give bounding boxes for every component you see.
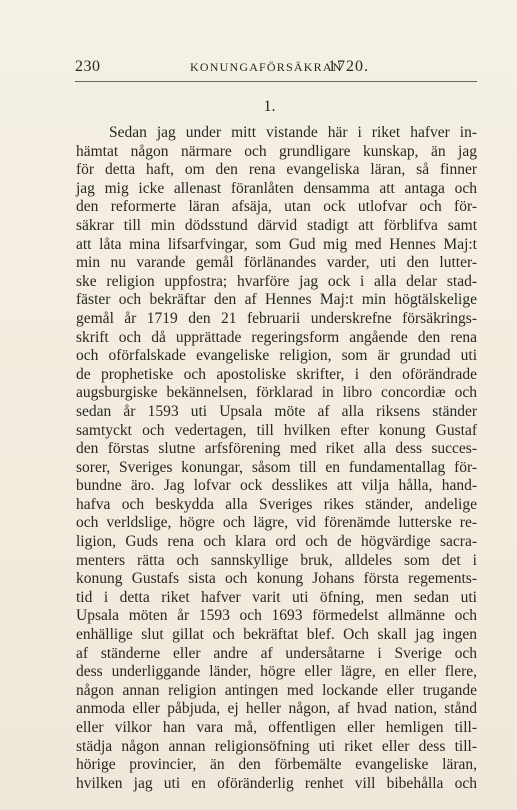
text-line: den förstas slutne arfsförening med riket alla dess succes-	[76, 440, 477, 458]
running-year: 1720.	[328, 58, 369, 75]
text-line: den reformerte läran afsäja, utan ock utlofvar och för-	[76, 198, 477, 216]
text-line: de prophetiske och apostoliske skrifter, i den oförändrade	[76, 365, 477, 383]
text-line: och verldslige, högre och lägre, vid förenämde lutterske re-	[76, 514, 477, 532]
section-number: 1.	[263, 98, 276, 115]
text-line: enhällige slut gillat och bekräftat blef. Och skall jag ingen	[76, 626, 477, 644]
text-line: hörige provincier, än den förbemälte evangeliske läran,	[76, 756, 477, 774]
section-heading	[0, 98, 517, 116]
running-title: KONUNGAFÖRSÄKRAN	[190, 60, 343, 74]
text-line: gemål år 1719 den 21 februarii underskrefne försäkrings-	[76, 309, 477, 327]
page-header	[75, 58, 477, 78]
text-line: menters rätta och sannskyllige bruk, alldeles som det i	[76, 551, 477, 569]
text-line: konung Gustafs sista och konung Johans första regements-	[76, 570, 477, 588]
text-line: säkrar till min dödsstund därvid stadigt att förblifva samt	[76, 216, 477, 234]
text-line: bundne äro. Jag lofvar ock desslikes att vilja hålla, hand-	[76, 477, 477, 495]
text-line: Upsala möten år 1593 och 1693 förmedelst allmänne och	[76, 607, 477, 625]
text-line: min nu varande gemål förlänandes varder, uti den lutter-	[76, 254, 477, 272]
text-line: för detta haft, om den rena evangeliska läran, så finner	[76, 161, 477, 179]
text-line: fäster och bekräftar den af Hennes Maj:t min högtälskelige	[76, 291, 477, 309]
text-line: att låta mina lifsarfvingar, som Gud mig med Hennes Maj:t	[76, 235, 477, 253]
text-line: ske religion uppfostra; hvarföre jag ock i alla delar stad-	[76, 272, 477, 290]
text-line: dess underliggande länder, högre eller lägre, en eller flere,	[76, 663, 477, 681]
body-text	[76, 124, 477, 793]
text-line: hafva och beskydda alla Sveriges rikes ständer, andelige	[76, 495, 477, 513]
text-line: jag mig icke allenast föranlåten densamma att antaga och	[76, 179, 477, 197]
text-line: anmoda eller påbjuda, ej heller någon, af hvad nation, stånd	[76, 700, 477, 718]
text-line: augsburgiske bekännelsen, förklarad in libro concordiæ och	[76, 384, 477, 402]
text-line: af ständerne eller andre af undersåtarne i Sverige och	[76, 644, 477, 662]
text-line: någon annan religion antingen med lockande eller trugande	[76, 681, 477, 699]
text-line: och oförfalskade evangeliske religion, som är grundad uti	[76, 347, 477, 365]
text-line: Sedan jag under mitt vistande här i riket hafver in-	[109, 124, 477, 141]
page-number: 230	[75, 58, 101, 75]
text-line: hämtat någon närmare och grundligare kunskap, än jag	[76, 142, 477, 160]
text-line: ligion, Guds rena och klara ord och de högvärdige sacra-	[76, 533, 477, 551]
text-line: sorer, Sveriges konungar, såsom till en fundamentallag för-	[76, 458, 477, 476]
text-line: skrift och då upprättade regeringsform angående den rena	[76, 328, 477, 346]
text-line: tid i detta riket hafver varit uti öfning, men sedan uti	[76, 588, 477, 606]
text-line: städja någon annan religionsöfning uti riket eller dess till-	[76, 737, 477, 755]
text-line: samtyckt och vedertagen, till hvilken efter konung Gustaf	[76, 421, 477, 439]
text-line: hvilken jag uti en oföränderlig renhet vill bibehålla och	[76, 774, 477, 792]
text-line: sedan år 1593 uti Upsala möte af alla riksens ständer	[76, 402, 477, 420]
header-rule	[75, 81, 477, 82]
text-line: eller vilkor han vara må, offentligen eller hemligen till-	[76, 719, 477, 736]
